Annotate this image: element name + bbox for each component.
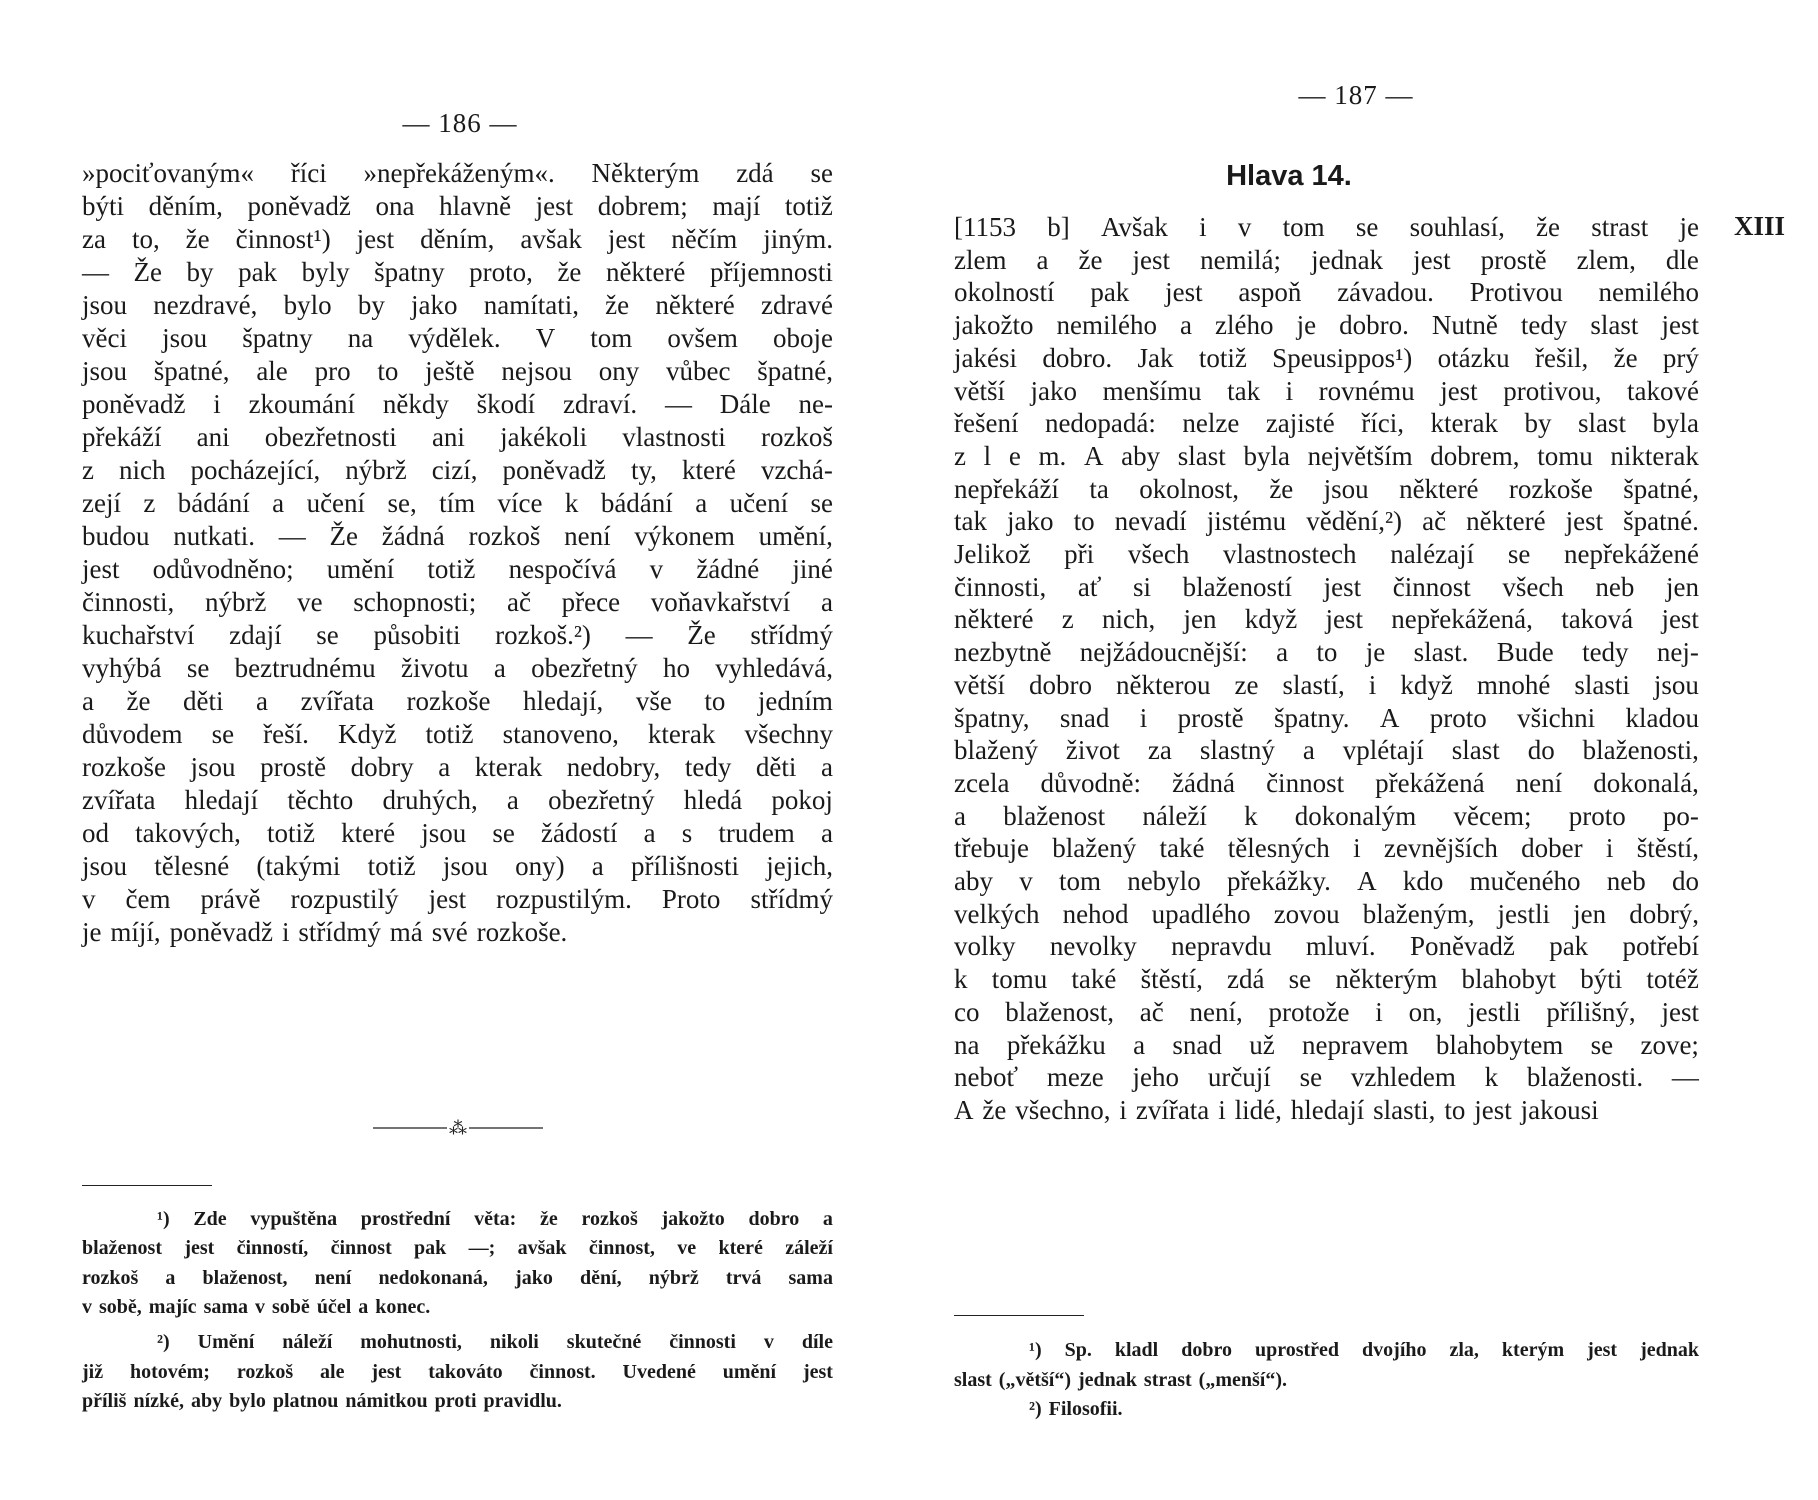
text-line: »pociťovaným« říci »nepřekáženým«. Některým zdá se <box>82 158 833 188</box>
text-line: a že děti a zvířata rozkoše hledají, vše to jedním <box>82 686 833 716</box>
text-line: zvířata hledají těchto druhých, a obezřetný hledá pokoj <box>82 785 833 815</box>
text-line: jsou nezdravé, bylo by jako namítati, že některé zdravé <box>82 290 833 320</box>
text-line: budou nutkati. — Že žádná rozkoš není výkonem umění, <box>82 521 833 551</box>
text-line: jest odůvodněno; umění totiž nespočívá v žádné jiné <box>82 554 833 584</box>
text-line: překáží ani obezřetnosti ani jakékoli vlastnosti rozkoš <box>82 422 833 452</box>
footnote-line: blaženost jest činností, činnost pak —; avšak činnost, ve které záleží <box>82 1237 833 1260</box>
text-line: neboť meze jeho určují se vzhledem k blaženosti. — <box>954 1062 1699 1093</box>
footnote-line: ²) Umění náleží mohutnosti, nikoli skutečné činnosti v díle <box>157 1331 833 1354</box>
text-line: A že všechno, i zvířata i lidé, hledají slasti, to jest jakousi <box>954 1094 1599 1125</box>
text-line: volky nevolky nepravdu mluví. Poněvadž pak potřebí <box>954 931 1699 962</box>
text-line: činnosti, ať si blažeností jest činnost všech neb jen <box>954 571 1699 602</box>
text-line: aby v tom nebylo překážky. A kdo mučeného neb do <box>954 866 1699 896</box>
page-number: — 186 — <box>402 108 518 138</box>
svg-text:⁂: ⁂ <box>449 1118 467 1138</box>
text-line: důvodem se řeší. Když totiž stanoveno, kterak všechny <box>82 719 833 749</box>
text-line: věci jsou špatny na výdělek. V tom ovšem oboje <box>82 323 833 353</box>
footnote-line: příliš nízké, aby bylo platnou námitkou proti pravidlu. <box>82 1389 562 1412</box>
text-line: z l e m. A aby slast byla největším dobrem, tomu nikterak <box>954 440 1699 471</box>
text-line: větší dobro některou ze slastí, i když mnohé slasti jsou <box>954 669 1699 700</box>
text-line: jakési dobro. Jak totiž Speusippos¹) otázku řešil, že prý <box>954 342 1699 373</box>
text-line: kuchařství zdají se působiti rozkoš.²) — Že střídmý <box>82 620 833 650</box>
text-line: k tomu také štěstí, zdá se některým blahobyt býti totéž <box>954 964 1699 995</box>
section-ornament <box>373 1118 543 1138</box>
text-line: činnosti, nýbrž ve schopnosti; ač přece voňavkařství a <box>82 587 833 617</box>
text-line: velkých nehod upadlého zovou blaženým, jestli jen dobrý, <box>954 898 1699 929</box>
text-line: Jelikož při všech vlastnostech nalézají se nepřekážené <box>954 539 1699 569</box>
text-line: zcela důvodně: žádná činnost překážená není dokonalá, <box>954 767 1699 798</box>
text-line: býti děním, poněvadž ona hlavně jest dobrem; mají totiž <box>82 191 833 221</box>
footnote-line: v sobě, majíc sama v sobě účel a konec. <box>82 1295 431 1318</box>
footnote-line: slast („větší“) jednak strast („menší“). <box>954 1368 1287 1391</box>
text-line: na překážku a snad už nepravem blahobytem se zove; <box>954 1029 1699 1060</box>
footnote-separator <box>954 1315 1084 1316</box>
text-line: zlem a že jest nemilá; jednak jest prostě zlem, dle <box>954 244 1699 275</box>
text-line: okolností pak jest aspoň závadou. Protivou nemilého <box>954 277 1699 308</box>
text-line: třebuje blažený také tělesných i zevnějších dober i štěstí, <box>954 833 1699 864</box>
text-line: — Že by pak byly špatny proto, že některé příjemnosti <box>82 257 833 287</box>
text-line: je míjí, poněvadž i střídmý má své rozkoše. <box>82 917 568 947</box>
right-page <box>909 0 1818 1500</box>
text-line: špatny, snad i prostě špatny. A proto všichni kladou <box>954 702 1699 733</box>
footnote-line: již hotovém; rozkoš ale jest takováto činnost. Uvedené umění jest <box>82 1360 833 1383</box>
text-line: z nich pocházející, nýbrž cizí, poněvadž ty, které vzchá- <box>82 455 833 485</box>
text-line: rozkoše jsou prostě dobry a kterak nedobry, tedy děti a <box>82 752 833 782</box>
text-line: od takových, totiž které jsou se žádostí a s trudem a <box>82 818 833 848</box>
text-line: zejí z bádání a učení se, tím více k bádání a učení se <box>82 488 833 518</box>
chapter-title: Hlava 14. <box>1226 160 1352 192</box>
text-line: nepřekáží ta okolnost, že jsou některé rozkoše špatné, <box>954 473 1699 504</box>
text-line: a blaženost náleží k dokonalým věcem; proto po- <box>954 800 1699 831</box>
text-line: řešení nedopadá: nelze zajisté říci, kterak by slast byla <box>954 408 1699 439</box>
text-line: některé z nich, jen když jest nepřekážená, taková jest <box>954 604 1699 635</box>
text-line: jsou špatné, ale pro to ještě nejsou ony vůbec špatné, <box>82 356 833 386</box>
text-line: jsou tělesné (takými totiž jsou ony) a přílišnosti jejich, <box>82 851 833 881</box>
text-line: vyhýbá se beztrudnému životu a obezřetný ho vyhledává, <box>82 653 833 683</box>
footnote-line: rozkoš a blaženost, není nedokonaná, jako dění, nýbrž trvá sama <box>82 1266 833 1289</box>
text-line: poněvadž i zkoumání někdy škodí zdraví. — Dále ne- <box>82 389 833 419</box>
footnote-line: ¹) Sp. kladl dobro uprostřed dvojího zla, kterým jest jednak <box>1029 1339 1699 1361</box>
text-line: jakožto nemilého a zlého je dobro. Nutně tedy slast jest <box>954 310 1699 341</box>
text-line: za to, že činnost¹) jest děním, avšak jest něčím jiným. <box>82 224 833 254</box>
text-line: větší jako menšímu tak i rovnému jest protivou, takové <box>954 375 1699 406</box>
footnote-line: ²) Filosofii. <box>1029 1398 1123 1420</box>
text-line: blažený život za slastný a vplétají slast do blaženosti, <box>954 735 1699 766</box>
text-line: nezbytně nejžádoucnější: a to je slast. Bude tedy nej- <box>954 637 1699 668</box>
page-number: — 187 — <box>1298 80 1414 110</box>
text-line: v čem právě rozpustilý jest rozpustilým. Proto střídmý <box>82 884 833 914</box>
text-line: [1153 b] Avšak i v tom se souhlasí, že strast je <box>954 212 1699 242</box>
text-line: tak jako to nevadí jistému vědění,²) ač některé jest špatné. <box>954 506 1699 537</box>
footnote-line: ¹) Zde vypuštěna prostřední věta: že rozkoš jakožto dobro a <box>157 1208 833 1230</box>
margin-note: XIII <box>1734 211 1786 241</box>
text-line: co blaženost, ač není, protože i on, jestli přílišný, jest <box>954 996 1699 1027</box>
footnote-separator <box>82 1185 212 1186</box>
